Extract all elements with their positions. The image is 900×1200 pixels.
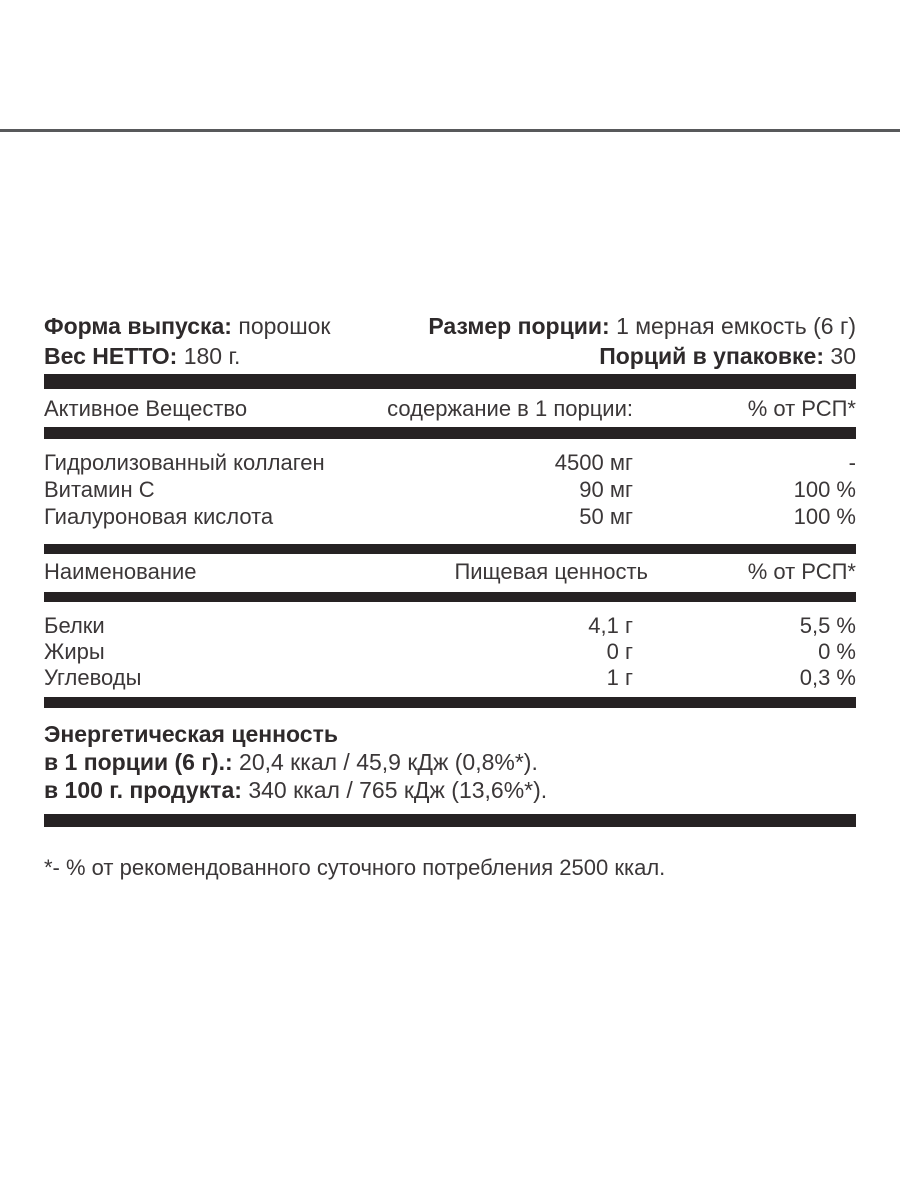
nutrient-name: Углеводы [44, 665, 142, 690]
nutrient-amount: 4,1 г [588, 613, 633, 638]
ingredient-rsp: - [848, 450, 856, 475]
nutrition-header-name: Наименование [44, 559, 197, 584]
product-info-right [428, 311, 856, 371]
top-divider [0, 129, 900, 132]
nutrient-rsp: 0,3 % [799, 665, 856, 690]
energy-per-100g-value: 340 ккал / 765 кДж (13,6%*). [241, 777, 548, 803]
separator-bar [44, 814, 856, 827]
energy-title: Энергетическая ценность [44, 721, 338, 747]
separator-bar [44, 427, 856, 439]
table-row [44, 640, 856, 664]
separator-bar [44, 544, 856, 554]
form-value: порошок [238, 313, 331, 339]
table-row [44, 666, 856, 690]
nutrient-name: Жиры [44, 639, 105, 664]
separator-bar [44, 697, 856, 708]
table-row [44, 614, 856, 638]
nutrition-header-rsp: % от РСП* [747, 559, 856, 584]
ingredient-name: Гиалуроновая кислота [44, 504, 274, 529]
active-header-amount: содержание в 1 порции: [387, 396, 633, 421]
ingredient-amount: 90 мг [579, 477, 633, 502]
nutrient-name: Белки [44, 613, 105, 638]
ingredient-amount: 50 мг [579, 504, 633, 529]
energy-per-100g-line [44, 776, 856, 804]
serving-size-line [428, 311, 856, 341]
energy-per-serving-line [44, 748, 856, 776]
net-weight-line [44, 341, 331, 371]
active-header-name: Активное Вещество [44, 396, 248, 421]
servings-per-pack-label: Порций в упаковке: [599, 343, 825, 369]
ingredient-rsp: 100 % [793, 477, 856, 502]
product-info-left [44, 311, 331, 371]
energy-per-100g-label: в 100 г. продукта: [44, 777, 242, 803]
nutrient-amount: 1 г [606, 665, 633, 690]
ingredient-rsp: 100 % [793, 504, 856, 529]
separator-bar [44, 592, 856, 602]
product-info [44, 311, 856, 371]
ingredient-name: Гидролизованный коллаген [44, 450, 325, 475]
nutrition-table-header [44, 560, 856, 584]
nutrient-rsp: 0 % [818, 639, 856, 664]
net-weight-label: Вес НЕТТО: [44, 343, 178, 369]
serving-size-value: 1 мерная емкость (6 г) [616, 313, 856, 339]
nutrient-amount: 0 г [606, 639, 633, 664]
separator-bar [44, 374, 856, 389]
serving-size-label: Размер порции: [428, 313, 610, 339]
active-header-rsp: % от РСП* [747, 396, 856, 421]
servings-per-pack-value: 30 [830, 343, 856, 369]
table-row [44, 478, 856, 502]
energy-per-serving-value: 20,4 ккал / 45,9 кДж (0,8%*). [232, 749, 538, 775]
ingredient-name: Витамин С [44, 477, 155, 502]
ingredient-amount: 4500 мг [554, 450, 633, 475]
nutrition-header-amount-text: Пищевая ценность [454, 559, 648, 584]
form-label: Форма выпуска: [44, 313, 232, 339]
energy-section [44, 720, 856, 804]
form-line [44, 311, 331, 341]
table-row [44, 451, 856, 475]
active-table-header [44, 397, 856, 421]
net-weight-value: 180 г. [183, 343, 241, 369]
rsp-footnote: *- % от рекомендованного суточного потребления 2500 ккал. [44, 855, 666, 880]
energy-per-serving-label: в 1 порции (6 г).: [44, 749, 233, 775]
nutrition-header-amount [333, 559, 648, 584]
servings-per-pack-line [428, 341, 856, 371]
table-row [44, 505, 856, 529]
nutrient-rsp: 5,5 % [799, 613, 856, 638]
